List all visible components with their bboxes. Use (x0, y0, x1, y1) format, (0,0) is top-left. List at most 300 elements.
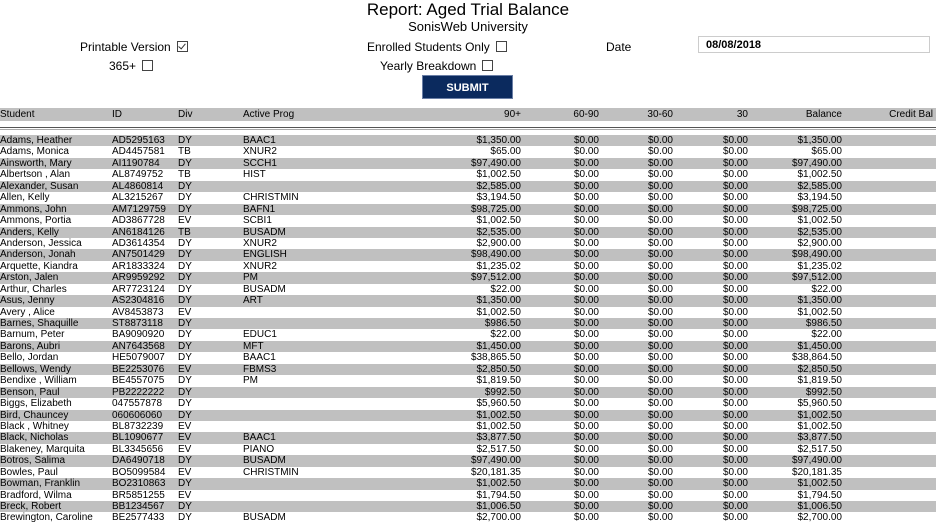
amount-30-60: $0.00 (647, 260, 673, 272)
active-program: FBMS3 (243, 363, 277, 375)
table-row (0, 501, 936, 512)
division: DY (178, 386, 192, 398)
amount-30-60: $0.00 (647, 135, 673, 146)
division: DY (178, 192, 192, 204)
active-program: CHRISTMIN (243, 466, 299, 478)
student-id: BE2253076 (112, 363, 165, 375)
amount-90plus: $986.50 (484, 318, 521, 329)
amount-30-60: $0.00 (647, 489, 673, 501)
active-program: BUSADM (243, 455, 286, 467)
amount-30: $0.00 (722, 249, 748, 261)
amount-30: $0.00 (722, 501, 748, 512)
header-divider (0, 127, 936, 128)
active-program: CHRISTMIN (243, 192, 299, 204)
table-row (0, 215, 936, 226)
amount-90plus: $1,002.50 (476, 420, 521, 432)
division: DY (178, 283, 192, 295)
amount-90plus: $22.00 (490, 283, 521, 295)
table-body (0, 135, 936, 524)
amount-30: $0.00 (722, 420, 748, 432)
amount-30-60: $0.00 (647, 501, 673, 512)
student-id: AM7129759 (112, 203, 166, 215)
amount-90plus: $97,490.00 (470, 455, 521, 467)
student-name: Barnes, Shaquille (0, 318, 79, 329)
student-name: Anders, Kelly (0, 226, 59, 238)
col-balance: Balance (805, 109, 842, 120)
amount-90plus: $3,194.50 (476, 192, 521, 204)
amount-60-90: $0.00 (573, 363, 599, 375)
amount-30-60: $0.00 (647, 340, 673, 352)
amount-30: $0.00 (722, 386, 748, 398)
student-name: Breck, Robert (0, 501, 62, 512)
active-program: SCCH1 (243, 157, 277, 169)
date-label: Date (606, 40, 632, 54)
division: DY (178, 157, 192, 169)
table-row (0, 467, 936, 478)
col-60-90: 60-90 (573, 109, 599, 120)
student-id: AD5295163 (112, 135, 165, 146)
amount-30-60: $0.00 (647, 386, 673, 398)
student-id: 060606060 (112, 409, 163, 421)
amount-30-60: $0.00 (647, 398, 673, 410)
amount-60-90: $0.00 (573, 192, 599, 204)
amount-90plus: $2,700.00 (476, 512, 521, 524)
table-row (0, 387, 936, 398)
amount-90plus: $22.00 (490, 329, 521, 341)
student-name: Anderson, Jonah (0, 249, 76, 261)
amount-60-90: $0.00 (573, 237, 599, 249)
amount-60-90: $0.00 (573, 135, 599, 146)
institution-subtitle: SonisWeb University (408, 19, 528, 34)
active-program: BUSADM (243, 512, 286, 524)
amount-90plus: $1,002.50 (476, 215, 521, 227)
active-program: BUSADM (243, 283, 286, 295)
days365-option (109, 59, 153, 73)
active-program: XNUR2 (243, 260, 277, 272)
amount-30: $0.00 (722, 466, 748, 478)
amount-60-90: $0.00 (573, 283, 599, 295)
student-id: AR9959292 (112, 272, 165, 284)
amount-60-90: $0.00 (573, 409, 599, 421)
amount-30: $0.00 (722, 237, 748, 249)
division: DY (178, 398, 192, 410)
student-name: Barons, Aubri (0, 340, 61, 352)
division: DY (178, 329, 192, 341)
division: DY (178, 203, 192, 215)
active-program: EDUC1 (243, 329, 277, 341)
amount-30-60: $0.00 (647, 226, 673, 238)
amount-30-60: $0.00 (647, 249, 673, 261)
yearly-breakdown-option (380, 59, 493, 73)
division: DY (178, 135, 192, 146)
balance: $2,535.00 (797, 226, 842, 238)
amount-30: $0.00 (722, 512, 748, 524)
amount-60-90: $0.00 (573, 466, 599, 478)
student-name: Bellows, Wendy (0, 363, 71, 375)
division: TB (178, 169, 191, 181)
amount-90plus: $1,235.02 (476, 260, 521, 272)
table-row (0, 169, 936, 180)
student-name: Bowman, Franklin (0, 478, 81, 490)
active-program: ENGLISH (243, 249, 287, 261)
balance: $1,350.00 (797, 135, 842, 146)
balance: $65.00 (811, 146, 842, 158)
amount-30: $0.00 (722, 352, 748, 364)
student-name: Bradford, Wilma (0, 489, 72, 501)
student-id: AD3614354 (112, 237, 165, 249)
amount-30: $0.00 (722, 135, 748, 146)
table-row (0, 272, 936, 283)
active-program: BUSADM (243, 226, 286, 238)
amount-30: $0.00 (722, 455, 748, 467)
amount-60-90: $0.00 (573, 260, 599, 272)
printable-version-label: Printable Version (80, 40, 171, 54)
enrolled-only-label: Enrolled Students Only (367, 40, 490, 54)
student-id: AS2304816 (112, 295, 165, 307)
enrolled-only-option (367, 40, 507, 54)
yearly-breakdown-checkbox[interactable] (482, 60, 493, 71)
student-name: Ammons, Portia (0, 215, 72, 227)
student-id: AN7643568 (112, 340, 165, 352)
balance: $1,002.50 (797, 215, 842, 227)
student-name: Benson, Paul (0, 386, 60, 398)
amount-30: $0.00 (722, 409, 748, 421)
table-row (0, 329, 936, 340)
amount-30: $0.00 (722, 306, 748, 318)
table-row (0, 375, 936, 386)
division: EV (178, 306, 192, 318)
amount-30-60: $0.00 (647, 272, 673, 284)
amount-90plus: $2,850.50 (476, 363, 521, 375)
amount-60-90: $0.00 (573, 249, 599, 261)
amount-30-60: $0.00 (647, 443, 673, 455)
col-id: ID (112, 109, 122, 120)
amount-60-90: $0.00 (573, 295, 599, 307)
amount-30: $0.00 (722, 283, 748, 295)
student-id: AR1833324 (112, 260, 165, 272)
balance: $1,002.50 (797, 409, 842, 421)
student-name: Arston, Jalen (0, 272, 59, 284)
student-id: AL4860814 (112, 180, 164, 192)
active-program: BAAC1 (243, 432, 276, 444)
division: DY (178, 375, 192, 387)
amount-90plus: $65.00 (490, 146, 521, 158)
active-program: HIST (243, 169, 266, 181)
amount-30: $0.00 (722, 443, 748, 455)
amount-30-60: $0.00 (647, 283, 673, 295)
amount-60-90: $0.00 (573, 375, 599, 387)
balance: $2,517.50 (797, 443, 842, 455)
printable-version-option (80, 40, 188, 54)
division: EV (178, 215, 192, 227)
table-row (0, 204, 936, 215)
amount-30-60: $0.00 (647, 295, 673, 307)
amount-60-90: $0.00 (573, 501, 599, 512)
division: DY (178, 501, 192, 512)
active-program: ART (243, 295, 263, 307)
balance: $1,794.50 (797, 489, 842, 501)
amount-30: $0.00 (722, 146, 748, 158)
balance: $1,819.50 (797, 375, 842, 387)
amount-30: $0.00 (722, 398, 748, 410)
division: DY (178, 260, 192, 272)
amount-30: $0.00 (722, 363, 748, 375)
division: DY (178, 295, 192, 307)
amount-60-90: $0.00 (573, 180, 599, 192)
amount-60-90: $0.00 (573, 455, 599, 467)
table-row (0, 146, 936, 157)
student-name: Allen, Kelly (0, 192, 50, 204)
amount-60-90: $0.00 (573, 329, 599, 341)
table-row (0, 341, 936, 352)
active-program: BAFN1 (243, 203, 276, 215)
division: DY (178, 512, 192, 524)
amount-90plus: $1,819.50 (476, 375, 521, 387)
division: DY (178, 478, 192, 490)
amount-90plus: $1,002.50 (476, 306, 521, 318)
active-program: BAAC1 (243, 135, 276, 146)
table-row (0, 249, 936, 260)
balance: $97,512.00 (791, 272, 842, 284)
student-id: AL8749752 (112, 169, 164, 181)
amount-90plus: $98,490.00 (470, 249, 521, 261)
amount-90plus: $2,585.00 (476, 180, 521, 192)
amount-60-90: $0.00 (573, 489, 599, 501)
amount-30-60: $0.00 (647, 455, 673, 467)
amount-60-90: $0.00 (573, 432, 599, 444)
balance: $2,700.00 (797, 512, 842, 524)
student-id: AN7501429 (112, 249, 165, 261)
submit-button[interactable]: SUBMIT (422, 75, 513, 99)
table-row (0, 158, 936, 169)
table-row (0, 307, 936, 318)
amount-30-60: $0.00 (647, 375, 673, 387)
student-name: Adams, Monica (0, 146, 69, 158)
balance: $1,006.50 (797, 501, 842, 512)
balance: $97,490.00 (791, 157, 842, 169)
date-input[interactable] (698, 36, 930, 53)
balance: $1,002.50 (797, 478, 842, 490)
amount-30: $0.00 (722, 215, 748, 227)
division: EV (178, 489, 192, 501)
division: TB (178, 226, 191, 238)
student-name: Botros, Salima (0, 455, 66, 467)
balance: $1,450.00 (797, 340, 842, 352)
amount-30-60: $0.00 (647, 180, 673, 192)
balance: $1,002.50 (797, 420, 842, 432)
amount-30-60: $0.00 (647, 215, 673, 227)
table-header (0, 108, 936, 121)
student-id: AI1190784 (112, 157, 160, 169)
student-id: AD4457581 (112, 146, 165, 158)
division: DY (178, 455, 192, 467)
table-row (0, 192, 936, 203)
amount-30-60: $0.00 (647, 237, 673, 249)
student-name: Arquette, Kiandra (0, 260, 78, 272)
student-name: Bowles, Paul (0, 466, 58, 478)
amount-30-60: $0.00 (647, 306, 673, 318)
enrolled-only-checkbox[interactable] (496, 41, 507, 52)
student-id: HE5079007 (112, 352, 165, 364)
amount-90plus: $2,900.00 (476, 237, 521, 249)
student-id: AV8453873 (112, 306, 164, 318)
amount-30: $0.00 (722, 375, 748, 387)
division: DY (178, 249, 192, 261)
amount-30-60: $0.00 (647, 432, 673, 444)
student-id: AR7723124 (112, 283, 165, 295)
amount-90plus: $98,725.00 (470, 203, 521, 215)
table-row (0, 284, 936, 295)
student-id: PB2222222 (112, 386, 165, 398)
amount-30-60: $0.00 (647, 169, 673, 181)
amount-30-60: $0.00 (647, 203, 673, 215)
col-90plus: 90+ (504, 109, 521, 120)
student-id: BR5851255 (112, 489, 165, 501)
yearly-breakdown-label: Yearly Breakdown (380, 59, 477, 73)
division: EV (178, 420, 192, 432)
table-row (0, 352, 936, 363)
balance: $992.50 (805, 386, 842, 398)
student-id: AL3215267 (112, 192, 164, 204)
amount-30: $0.00 (722, 157, 748, 169)
amount-60-90: $0.00 (573, 169, 599, 181)
table-row (0, 135, 936, 146)
amount-90plus: $5,960.50 (476, 398, 521, 410)
amount-30: $0.00 (722, 432, 748, 444)
amount-90plus: $1,350.00 (476, 135, 521, 146)
balance: $1,002.50 (797, 306, 842, 318)
table-row (0, 398, 936, 409)
printable-version-checkbox[interactable] (177, 41, 188, 52)
active-program: XNUR2 (243, 146, 277, 158)
student-id: BE2577433 (112, 512, 165, 524)
student-name: Blakeney, Marquita (0, 443, 85, 455)
amount-30-60: $0.00 (647, 478, 673, 490)
table-row (0, 421, 936, 432)
amount-30: $0.00 (722, 295, 748, 307)
amount-30: $0.00 (722, 203, 748, 215)
amount-90plus: $1,006.50 (476, 501, 521, 512)
amount-30-60: $0.00 (647, 146, 673, 158)
col-student: Student (0, 109, 35, 120)
balance: $3,877.50 (797, 432, 842, 444)
table-row (0, 490, 936, 501)
student-id: DA6490718 (112, 455, 165, 467)
table-row (0, 512, 936, 523)
amount-60-90: $0.00 (573, 443, 599, 455)
student-id: AD3867728 (112, 215, 165, 227)
student-name: Black, Nicholas (0, 432, 69, 444)
amount-90plus: $97,490.00 (470, 157, 521, 169)
student-id: BL8732239 (112, 420, 164, 432)
amount-60-90: $0.00 (573, 157, 599, 169)
balance: $1,002.50 (797, 169, 842, 181)
amount-60-90: $0.00 (573, 512, 599, 524)
col-active-prog: Active Prog (243, 109, 295, 120)
student-name: Bendixe , William (0, 375, 77, 387)
amount-60-90: $0.00 (573, 226, 599, 238)
table-row (0, 432, 936, 443)
amount-90plus: $3,877.50 (476, 432, 521, 444)
table-row (0, 455, 936, 466)
division: DY (178, 237, 192, 249)
student-name: Arthur, Charles (0, 283, 67, 295)
amount-30: $0.00 (722, 318, 748, 329)
student-name: Anderson, Jessica (0, 237, 82, 249)
amount-30-60: $0.00 (647, 192, 673, 204)
amount-90plus: $1,450.00 (476, 340, 521, 352)
student-id: 047557878 (112, 398, 163, 410)
amount-30: $0.00 (722, 260, 748, 272)
amount-30-60: $0.00 (647, 420, 673, 432)
amount-60-90: $0.00 (573, 146, 599, 158)
balance: $22.00 (811, 329, 842, 341)
amount-90plus: $38,865.50 (470, 352, 521, 364)
amount-30-60: $0.00 (647, 329, 673, 341)
amount-90plus: $1,350.00 (476, 295, 521, 307)
amount-60-90: $0.00 (573, 478, 599, 490)
amount-90plus: $1,002.50 (476, 169, 521, 181)
amount-30: $0.00 (722, 169, 748, 181)
amount-30: $0.00 (722, 478, 748, 490)
balance: $98,490.00 (791, 249, 842, 261)
active-program: SCBI1 (243, 215, 272, 227)
division: EV (178, 363, 192, 375)
active-program: XNUR2 (243, 237, 277, 249)
table-row (0, 444, 936, 455)
amount-90plus: $20,181.35 (470, 466, 521, 478)
col-30-60: 30-60 (647, 109, 673, 120)
division: DY (178, 340, 192, 352)
amount-30-60: $0.00 (647, 512, 673, 524)
amount-60-90: $0.00 (573, 215, 599, 227)
active-program: PM (243, 375, 258, 387)
student-name: Barnum, Peter (0, 329, 65, 341)
active-program: PIANO (243, 443, 275, 455)
table-row (0, 295, 936, 306)
amount-90plus: $992.50 (484, 386, 521, 398)
amount-60-90: $0.00 (573, 386, 599, 398)
student-id: BL1090677 (112, 432, 164, 444)
amount-30-60: $0.00 (647, 318, 673, 329)
amount-30: $0.00 (722, 329, 748, 341)
report-title: Report: Aged Trial Balance (366, 0, 570, 19)
balance: $38,864.50 (791, 352, 842, 364)
amount-90plus: $1,002.50 (476, 409, 521, 421)
days365-checkbox[interactable] (142, 60, 153, 71)
division: DY (178, 352, 192, 364)
balance: $1,235.02 (797, 260, 842, 272)
division: DY (178, 180, 192, 192)
division: EV (178, 432, 192, 444)
student-name: Brewington, Caroline (0, 512, 93, 524)
balance: $3,194.50 (797, 192, 842, 204)
division: DY (178, 318, 192, 329)
amount-30-60: $0.00 (647, 409, 673, 421)
student-id: BA9090920 (112, 329, 165, 341)
balance: $22.00 (811, 283, 842, 295)
student-id: BO2310863 (112, 478, 166, 490)
amount-60-90: $0.00 (573, 203, 599, 215)
active-program: MFT (243, 340, 264, 352)
col-credit-bal: Credit Bal (889, 109, 933, 120)
table-row (0, 478, 936, 489)
amount-30: $0.00 (722, 272, 748, 284)
student-name: Albertson , Alan (0, 169, 71, 181)
col-div: Div (178, 109, 193, 120)
table-row (0, 227, 936, 238)
amount-30: $0.00 (722, 226, 748, 238)
